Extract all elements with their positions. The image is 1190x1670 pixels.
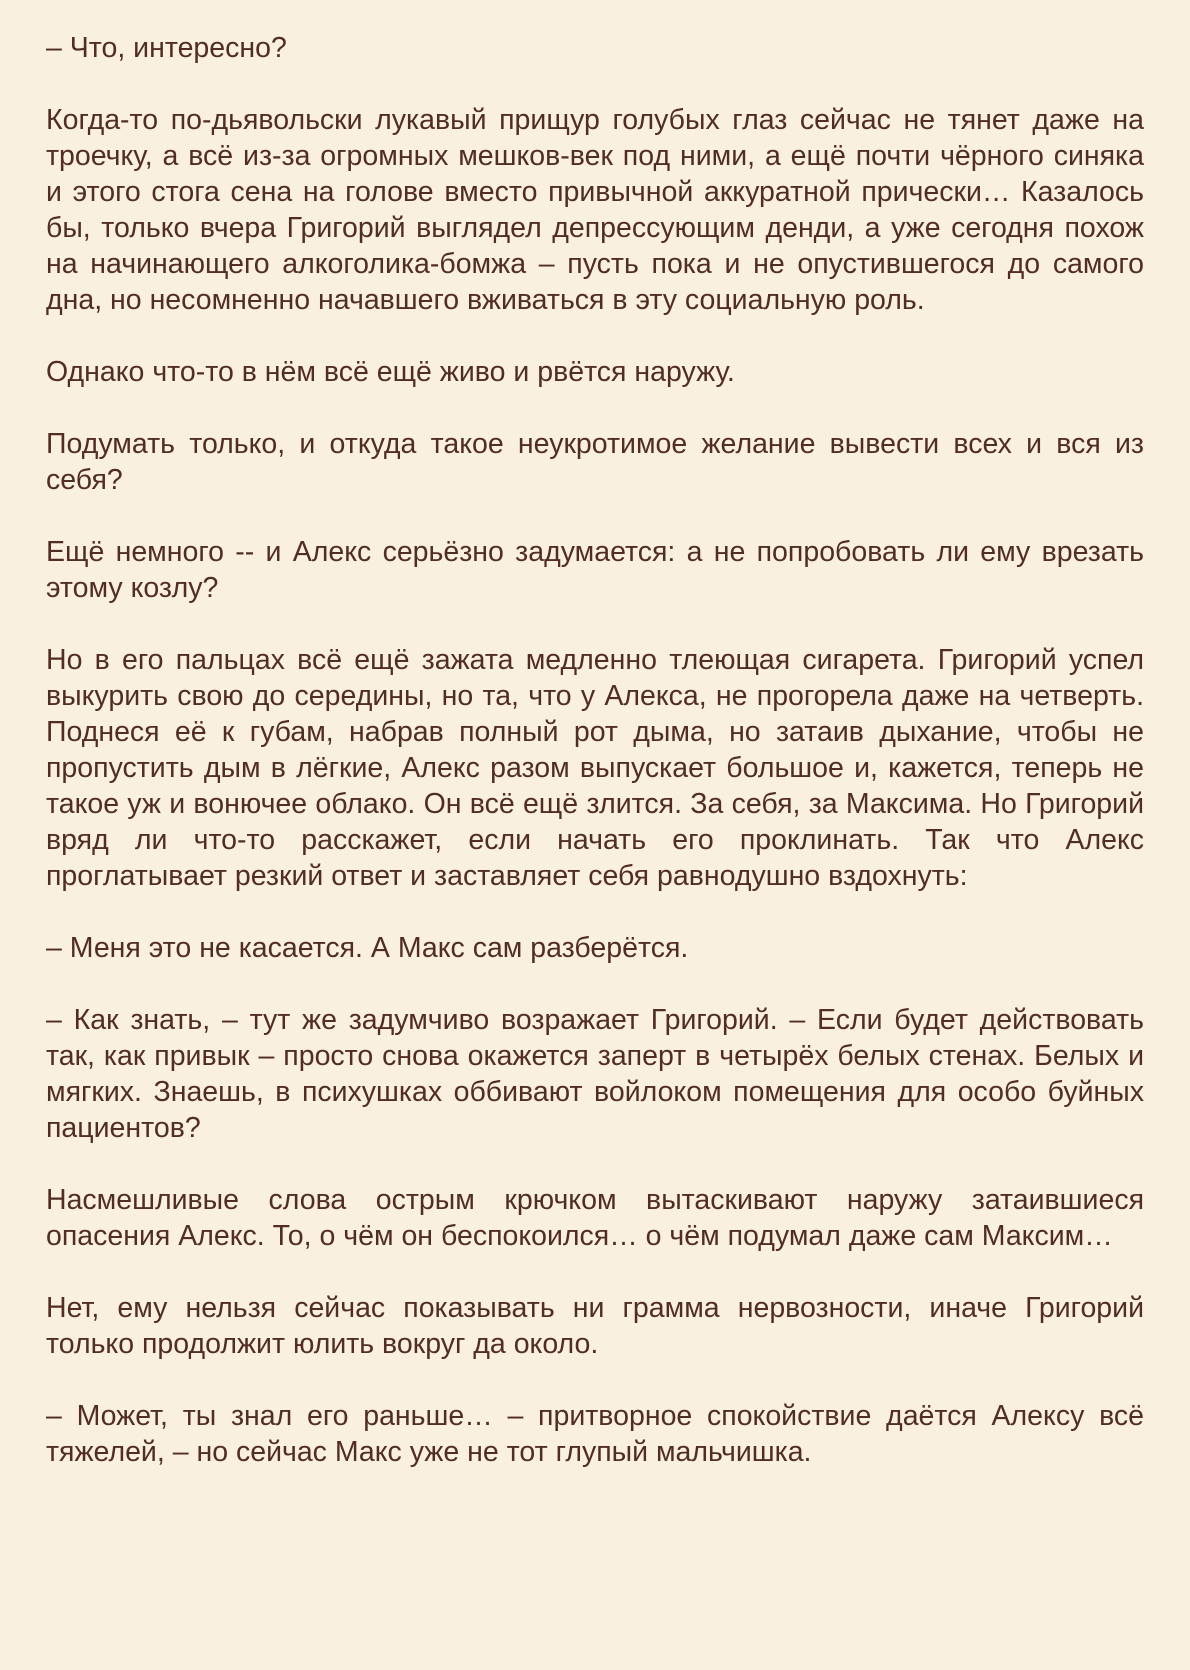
- paragraph: Но в его пальцах всё ещё зажата медленно тлеющая сигарета. Григорий успел выкурить свою до середины, но та, что у Алекса, не прогорела даже на четверть. Поднеся её к губам, набрав полный рот дыма, но затаив дыхание, чтобы не пропустить дым в лёгкие, Алекс разом выпускает большое и, кажется, теперь не такое уж и вонючее облако. Он всё ещё злится. За себя, за Максима. Но Григорий вряд ли что-то расскажет, если начать его проклинать. Так что Алекс проглатывает резкий ответ и заставляет себя равнодушно вздохнуть:: [46, 644, 1144, 892]
- paragraph: Ещё немного -- и Алекс серьёзно задумается: а не попробовать ли ему врезать этому козлу?: [46, 536, 1144, 604]
- paragraph: – Что, интересно?: [46, 32, 287, 64]
- paragraph: – Может, ты знал его раньше… – притворное спокойствие даётся Алексу всё тяжелей, – но сейчас Макс уже не тот глупый мальчишка.: [46, 1400, 1144, 1468]
- paragraph: – Как знать, – тут же задумчиво возражает Григорий. – Если будет действовать так, как привык – просто снова окажется заперт в четырёх белых стенах. Белых и мягких. Знаешь, в психушках оббивают войлоком помещения для особо буйных пациентов?: [46, 1004, 1144, 1144]
- book-page-text: [46, 30, 1144, 1470]
- paragraph: Однако что-то в нём всё ещё живо и рвётся наружу.: [46, 356, 735, 388]
- paragraph: Подумать только, и откуда такое неукротимое желание вывести всех и вся из себя?: [46, 428, 1144, 496]
- paragraph: – Меня это не касается. А Макс сам разберётся.: [46, 932, 689, 964]
- paragraph: Когда-то по-дьявольски лукавый прищур голубых глаз сейчас не тянет даже на троечку, а всё из-за огромных мешков-век под ними, а ещё почти чёрного синяка и этого стога сена на голове вместо привычной аккуратной прически… Казалось бы, только вчера Григорий выглядел депрессующим денди, а уже сегодня похож на начинающего алкоголика-бомжа – пусть пока и не опустившегося до самого дна, но несомненно начавшего вживаться в эту социальную роль.: [46, 104, 1144, 316]
- paragraph: Нет, ему нельзя сейчас показывать ни грамма нервозности, иначе Григорий только продолжит юлить вокруг да около.: [46, 1292, 1144, 1360]
- paragraph: Насмешливые слова острым крючком вытаскивают наружу затаившиеся опасения Алекс. То, о чём он беспокоился… о чём подумал даже сам Максим…: [46, 1184, 1144, 1252]
